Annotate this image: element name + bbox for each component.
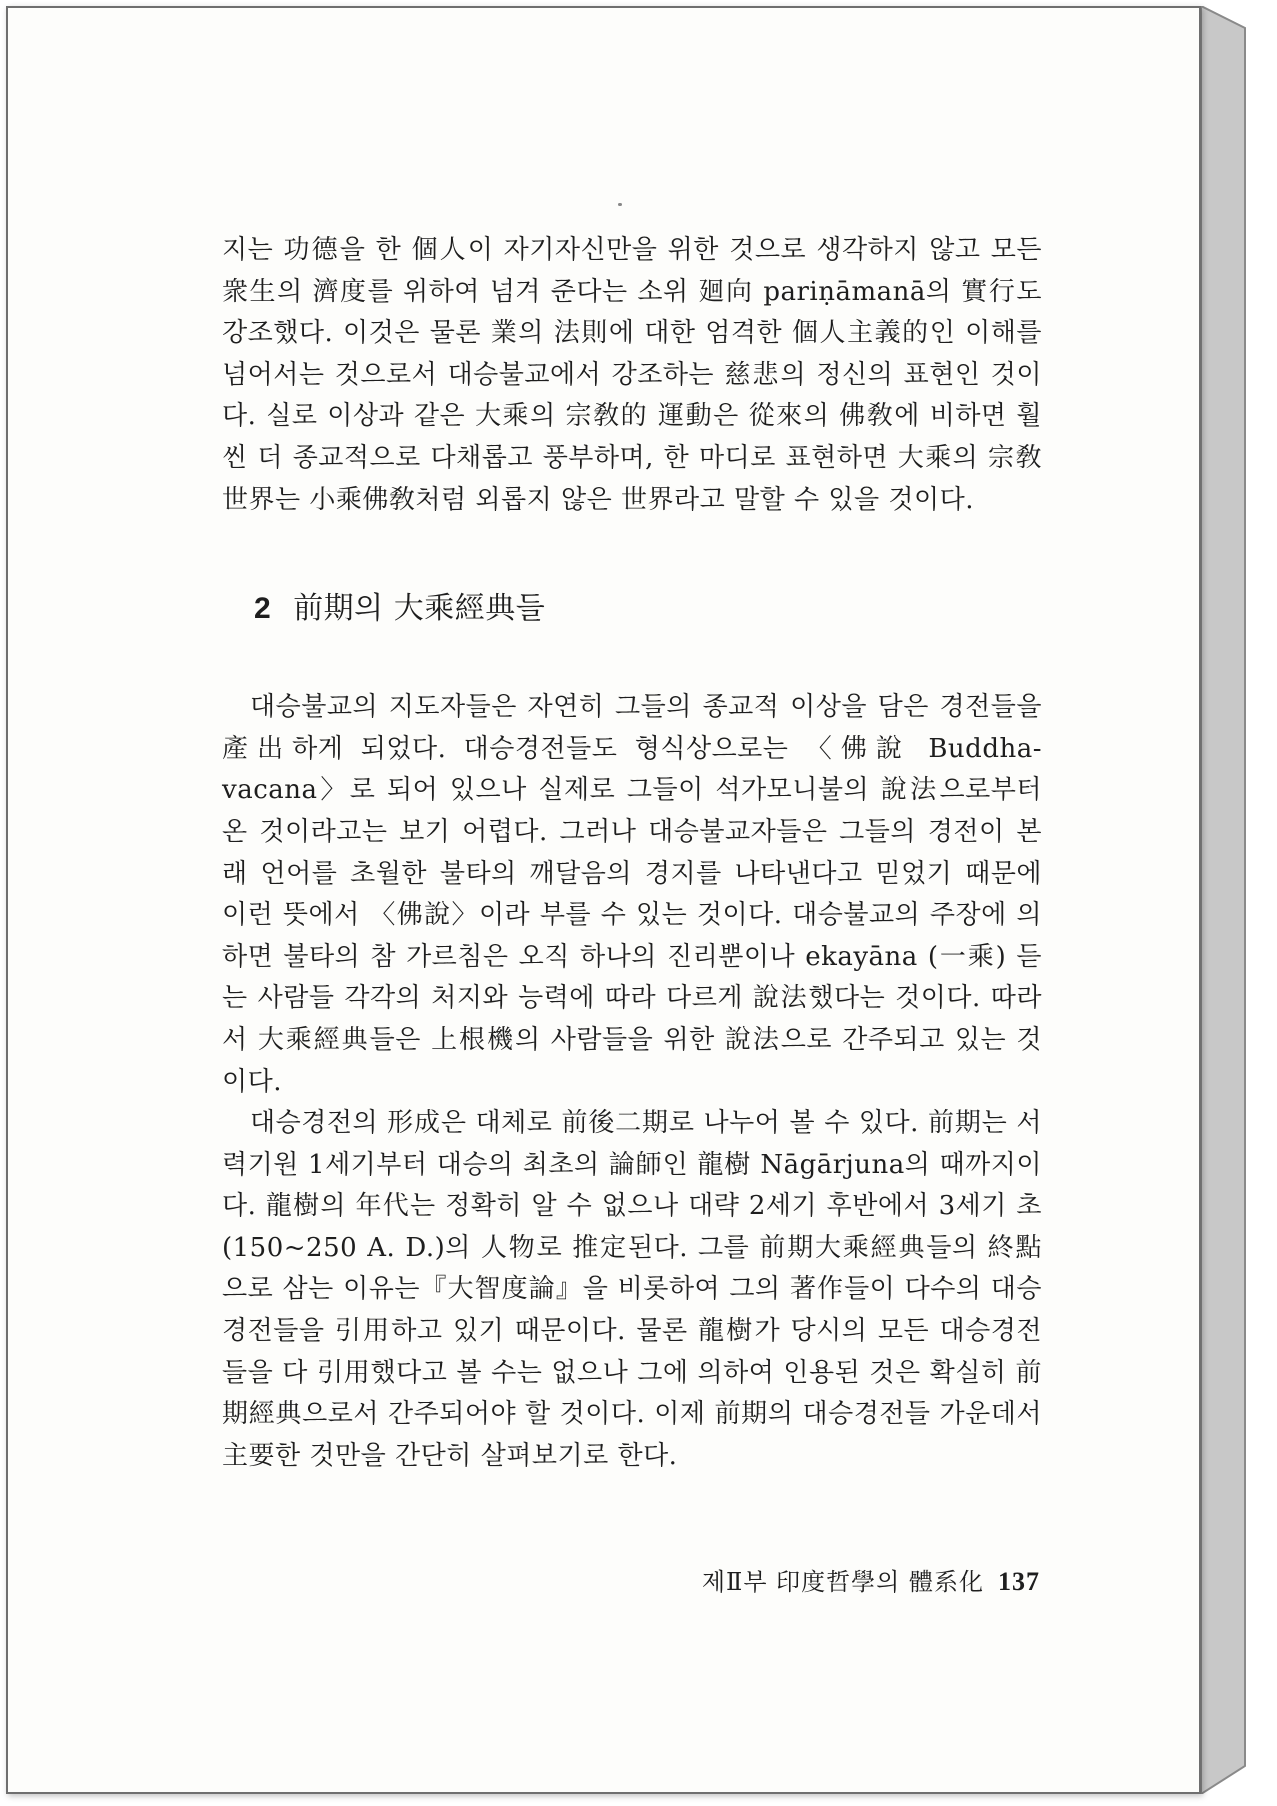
section-heading — [254, 589, 1042, 629]
section-title: 前期의 大乘經典들 — [293, 591, 546, 627]
page-number: 137 — [998, 1567, 1040, 1596]
print-speck — [618, 203, 622, 206]
page-edge-shadow — [1201, 6, 1253, 1794]
section-number: 2 — [254, 592, 272, 626]
intro-paragraph: 지는 功德을 한 個人이 자기자신만을 위한 것으로 생각하지 않고 모든 衆生의 濟度를 위하여 넘겨 준다는 소위 廻向 pariṇāmanā의 實行도 강조했다. 이것은 물론 業의 法則에 대한 엄격한 個人主義的인 이해를 넘어서는 것으로서 대승불교에서 강조하는 慈悲의 정신의 표현인 것이다. 실로 이상과 같은 大乘의 宗敎的 運動은 從來의 佛敎에 비하면 훨씬 더 종교적으로 다채롭고 풍부하며, 한 마디로 표현하면 大乘의 宗敎世界는 小乘佛敎처럼 외롭지 않은 世界라고 말할 수 있을 것이다. — [222, 235, 1042, 515]
running-title: 제Ⅱ부 印度哲學의 體系化 — [701, 1568, 984, 1596]
page-edge-graphic — [1201, 6, 1253, 1794]
body-paragraph-1: 대승불교의 지도자들은 자연히 그들의 종교적 이상을 담은 경전들을 產出하게 되었다. 대승경전들도 형식상으로는 〈佛說 Buddha-vacana〉로 되어 있으나 실제로 그들이 석가모니불의 說法으로부터 온 것이라고는 보기 어렵다. 그러나 대승불교자들은 그들의 경전이 본래 언어를 초월한 불타의 깨달음의 경지를 나타낸다고 믿었기 때문에 이런 뜻에서 〈佛說〉이라 부를 수 있는 것이다. 대승불교의 주장에 의하면 불타의 참 가르침은 오직 하나의 진리뿐이나 ekayāna (一乘) 듣는 사람들 각각의 처지와 능력에 따라 다르게 說法했다는 것이다. 따라서 大乘經典들은 上根機의 사람들을 위한 說法으로 간주되고 있는 것이다. — [222, 692, 1042, 1097]
page-body — [222, 230, 1042, 1477]
page-footer — [600, 1562, 1040, 1597]
body-paragraph-2: 대승경전의 形成은 대체로 前後二期로 나누어 볼 수 있다. 前期는 서력기원 1세기부터 대승의 최초의 論師인 龍樹 Nāgārjuna의 때까지이다. 龍樹의 年代는 정확히 알 수 없으나 대략 2세기 후반에서 3세기 초(150~250 A. D.)의 人物로 推定된다. 그를 前期大乘經典들의 終點으로 삼는 이유는『大智度論』을 비롯하여 그의 著作들이 다수의 대승경전들을 引用하고 있기 때문이다. 물론 龍樹가 당시의 모든 대승경전들을 다 引用했다고 볼 수는 없으나 그에 의하여 인용된 것은 확실히 前期經典으로서 간주되어야 할 것이다. 이제 前期의 대승경전들 가운데서 主要한 것만을 간단히 살펴보기로 한다. — [222, 1108, 1043, 1471]
